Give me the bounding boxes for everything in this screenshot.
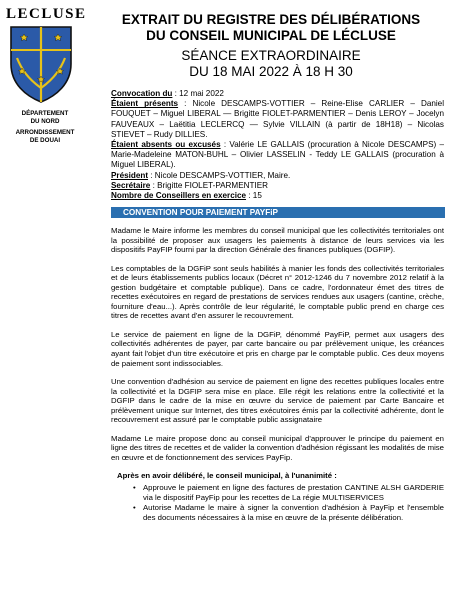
municipal-coat-of-arms-block	[6, 6, 88, 144]
town-name: LECLUSE	[6, 6, 87, 22]
document-title-line-2: DU CONSEIL MUNICIPAL DE LÉCLUSE	[146, 28, 396, 43]
meta-president: Président : Nicole DESCAMPS-VOTTIER, Maire.	[111, 170, 291, 180]
session-type: SÉANCE EXTRAORDINAIRE	[181, 48, 361, 63]
department-label: DÉPARTEMENT DU NORD	[21, 110, 69, 125]
body-paragraph: Les comptables de la DGFiP sont seuls habilités à manier les fonds des collectivités territoriales et de leurs établissements publics locaux (Décret n° 2012-1246 du 7 novembre 2012 relatif à la gestion budgétaire et comptable publique). Dans ce cadre, l'ordonnateur émet des titres de recettes exécutoires en regard de prestations de services rendues aux usagers (cantine, crèche, fourniture d'eau...). Après contrôle de leur régularité, le comptable public prend en charge ces titres de recettes avant d'en assurer le recouvrement.	[111, 263, 444, 321]
meta-convocation: Convocation du : 12 mai 2022	[111, 89, 224, 98]
coat-of-arms-shield-icon	[8, 24, 74, 104]
arrondissement-label: ARRONDISSEMENT DE DOUAI	[15, 129, 75, 144]
meta-absent: Étaient absents ou excusés : Valérie LE GALLAIS (procuration à Nicole DESCAMPS) – Marie-Madeleine MATON-BUHL – Olivier LASSELIN - Teddy LE GALLAIS (procuration à Miguel LIBERAL).	[111, 140, 444, 170]
body-paragraph: Le service de paiement en ligne de la DGFiP, dénommé PayFiP, permet aux usagers des collectivités adhérentes de payer, par carte bancaire ou par prélèvement unique, les créances ayant fait l'objet d'un titre exécutoire et pris en charge par le comptable public. Ces deux moyens de paiement sont indissociables.	[111, 329, 444, 368]
body-paragraph: Une convention d'adhésion au service de paiement en ligne des recettes publiques locales entre la collectivité et la DGFIP sera mise en place. Elle régit les relations entre la collectivité et la DGFIP dans le cadre de la mise en œuvre du service de paiement par Carte Bancaire et prélèvement unique sur Internet, des titres exécutoires émis par la collectivité adhérente, dont le recouvrement est assuré par le comptable public assignataire	[111, 377, 444, 425]
meta-secretary: Secrétaire : Brigitte FIOLET-PARMENTIER	[111, 180, 268, 190]
decision-item: • Autorise Madame le maire à signer la convention d'adhésion à PayFip et l'ensemble des documents nécessaires à la mise en œuvre de la présente délibération.	[133, 503, 444, 522]
meta-present: Étaient présents : Nicole DESCAMPS-VOTTIER – Reine-Elise CARLIER – Daniel FOUQUET – Miguel LIBERAL — Brigitte FIOLET-PARMENTIER – Denis LEROY – Jocelyn FAUVEAUX – Laëtitia LECLERCQ — Sylvie VILLAIN (à partir de 18H18) – Nicolas STIEVET – Rudy DILLIES.	[111, 99, 445, 139]
body-paragraph: Madame Le maire propose donc au conseil municipal d'approuver le principe du paiement en ligne des titres de recettes et de valider la convention d'adhésion régissant les modalités de mise en œuvre et de fonctionnement des services PayFip.	[111, 433, 444, 462]
meta-councillor-count: Nombre de Conseillers en exercice : 15	[111, 191, 262, 201]
decision-item: • Approuve le paiement en ligne des factures de prestation CANTINE ALSH GARDERIE via le dispositif PayFip pour les recettes de La régie MULTISERVICES	[133, 483, 444, 502]
document-header	[92, 12, 450, 79]
decision-statement: Après en avoir délibéré, le conseil municipal, à l'unanimité :	[117, 471, 337, 481]
session-date: DU 18 MAI 2022 À 18 H 30	[189, 64, 353, 79]
decision-list	[133, 483, 444, 522]
document-title-line-1: EXTRAIT DU REGISTRE DES DÉLIBÉRATIONS	[121, 12, 421, 27]
section-title-banner: CONVENTION POUR PAIEMENT PAYFiP	[111, 207, 445, 218]
meeting-details	[111, 89, 444, 201]
body-paragraph: Madame le Maire informe les membres du conseil municipal que les collectivités territoriales ont la possibilité de proposer aux usagers les paiements à distance de leurs services via les dispositifs PayFIP fourni par la direction Générale des finances publiques (DGFIP).	[111, 226, 444, 255]
deliberation-body	[111, 226, 444, 523]
